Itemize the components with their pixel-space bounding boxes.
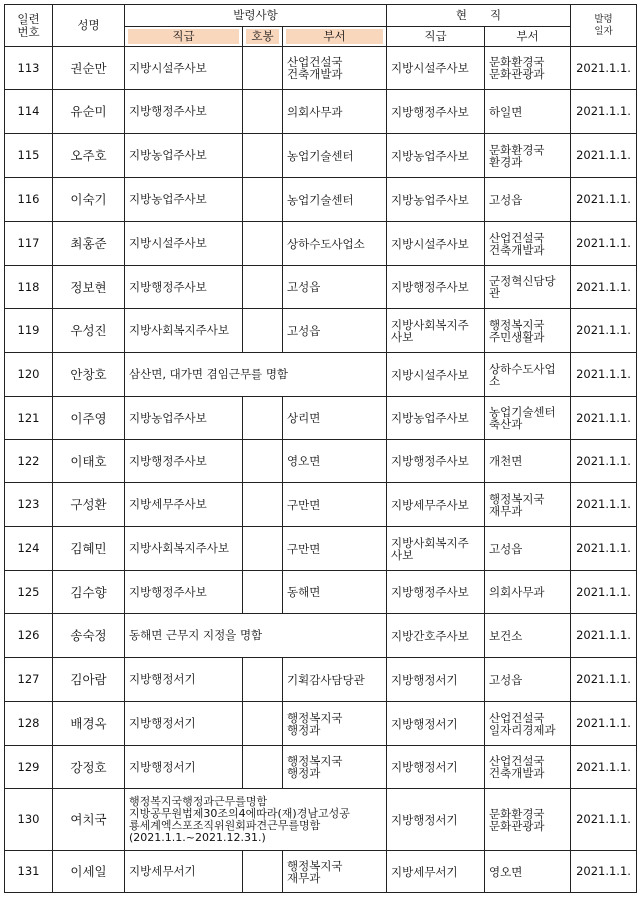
person-name: 오주호 — [53, 134, 125, 178]
table-row — [5, 789, 637, 851]
current-rank: 지방행정서기 — [387, 789, 485, 851]
appointment-rank: 지방행정서기 — [125, 658, 243, 702]
appointment-rank: 지방행정주사보 — [125, 90, 243, 134]
table-row — [5, 440, 637, 483]
appointment-date: 2021.1.1. — [571, 527, 637, 571]
current-rank: 지방농업주사보 — [387, 178, 485, 222]
appointment-date: 2021.1.1. — [571, 178, 637, 222]
appointment-rank: 지방세무주사보 — [125, 483, 243, 527]
appointment-date: 2021.1.1. — [571, 851, 637, 893]
header-cur-rank: 직급 — [387, 27, 485, 47]
serial-number: 130 — [5, 789, 53, 851]
appointment-dept: 기획감사담당관 — [283, 658, 387, 702]
person-name: 이주영 — [53, 397, 125, 440]
serial-number: 121 — [5, 397, 53, 440]
appointment-grade — [243, 178, 283, 222]
appointment-dept: 구만면 — [283, 527, 387, 571]
appointment-dept: 농업기술센터 — [283, 134, 387, 178]
appointment-grade — [243, 483, 283, 527]
appointment-table — [4, 4, 637, 893]
current-dept: 하일면 — [485, 90, 571, 134]
header-name: 성명 — [53, 5, 125, 47]
appointment-dept: 고성읍 — [283, 266, 387, 309]
appointment-date: 2021.1.1. — [571, 47, 637, 90]
person-name: 우성진 — [53, 309, 125, 353]
person-name: 정보현 — [53, 266, 125, 309]
appointment-note: 삼산면, 대가면 겸임근무를 명함 — [125, 353, 387, 397]
current-rank: 지방농업주사보 — [387, 134, 485, 178]
person-name: 권순만 — [53, 47, 125, 90]
appointment-grade — [243, 47, 283, 90]
person-name: 김혜민 — [53, 527, 125, 571]
appointment-grade — [243, 266, 283, 309]
person-name: 김아람 — [53, 658, 125, 702]
current-dept: 고성읍 — [485, 658, 571, 702]
current-dept: 보건소 — [485, 614, 571, 658]
appointment-rank: 지방행정주사보 — [125, 266, 243, 309]
current-rank: 지방행정서기 — [387, 746, 485, 789]
table-row — [5, 658, 637, 702]
current-rank: 지방행정서기 — [387, 702, 485, 746]
current-rank: 지방행정서기 — [387, 658, 485, 702]
appointment-dept: 산업건설국 건축개발과 — [283, 47, 387, 90]
serial-number: 129 — [5, 746, 53, 789]
table-row — [5, 397, 637, 440]
appointment-rank: 지방행정주사보 — [125, 440, 243, 483]
current-rank: 지방행정주사보 — [387, 266, 485, 309]
appointment-grade — [243, 397, 283, 440]
appointment-rank: 지방농업주사보 — [125, 178, 243, 222]
current-rank: 지방사회복지주 사보 — [387, 309, 485, 353]
appointment-date: 2021.1.1. — [571, 266, 637, 309]
appointment-date: 2021.1.1. — [571, 658, 637, 702]
appointment-dept: 동해면 — [283, 571, 387, 614]
table-row — [5, 134, 637, 178]
table-row — [5, 353, 637, 397]
appointment-rank: 지방행정서기 — [125, 746, 243, 789]
appointment-grade — [243, 134, 283, 178]
appointment-dept: 행정복지국 행정과 — [283, 746, 387, 789]
current-dept: 산업건설국 건축개발과 — [485, 222, 571, 266]
current-rank: 지방시설주사보 — [387, 222, 485, 266]
header-sub-grade: 호봉 — [243, 27, 283, 47]
current-dept: 산업건설국 일자리경제과 — [485, 702, 571, 746]
appointment-grade — [243, 851, 283, 893]
serial-number: 113 — [5, 47, 53, 90]
header-serial: 일련 번호 — [5, 5, 53, 47]
current-dept: 행정복지국 재무과 — [485, 483, 571, 527]
appointment-date: 2021.1.1. — [571, 353, 637, 397]
person-name: 구성환 — [53, 483, 125, 527]
serial-number: 127 — [5, 658, 53, 702]
appointment-rank: 지방농업주사보 — [125, 397, 243, 440]
serial-number: 126 — [5, 614, 53, 658]
appointment-date: 2021.1.1. — [571, 571, 637, 614]
appointment-rank: 지방세무서기 — [125, 851, 243, 893]
appointment-dept: 의회사무과 — [283, 90, 387, 134]
appointment-date: 2021.1.1. — [571, 90, 637, 134]
header-date: 발령 일자 — [571, 5, 637, 47]
current-rank: 지방행정주사보 — [387, 440, 485, 483]
appointment-rank: 지방농업주사보 — [125, 134, 243, 178]
table-row — [5, 614, 637, 658]
serial-number: 114 — [5, 90, 53, 134]
header-current: 현 직 — [387, 5, 571, 27]
appointment-rank: 지방시설주사보 — [125, 222, 243, 266]
appointment-date: 2021.1.1. — [571, 702, 637, 746]
table-row — [5, 851, 637, 893]
table-row — [5, 90, 637, 134]
serial-number: 128 — [5, 702, 53, 746]
serial-number: 119 — [5, 309, 53, 353]
person-name: 송숙정 — [53, 614, 125, 658]
current-dept: 문화환경국 문화관광과 — [485, 47, 571, 90]
serial-number: 123 — [5, 483, 53, 527]
table-row — [5, 527, 637, 571]
person-name: 이세일 — [53, 851, 125, 893]
appointment-date: 2021.1.1. — [571, 789, 637, 851]
appointment-dept: 상리면 — [283, 397, 387, 440]
serial-number: 115 — [5, 134, 53, 178]
appointment-date: 2021.1.1. — [571, 222, 637, 266]
table-row — [5, 746, 637, 789]
table-row — [5, 47, 637, 90]
serial-number: 120 — [5, 353, 53, 397]
appointment-dept: 영오면 — [283, 440, 387, 483]
table-row — [5, 266, 637, 309]
appointment-note: 행정복지국행정과근무를명함 지방공무원법제30조의4에따라(재)경남고성공 룡세계엑스포조직위원회파견근무를명함 (2021.1.1.~2021.12.31.) — [125, 789, 387, 851]
appointment-date: 2021.1.1. — [571, 397, 637, 440]
appointment-rank: 지방행정주사보 — [125, 571, 243, 614]
header-cur-dept: 부서 — [485, 27, 571, 47]
appointment-grade — [243, 658, 283, 702]
appointment-rank: 지방사회복지주사보 — [125, 309, 243, 353]
current-dept: 고성읍 — [485, 527, 571, 571]
current-rank: 지방세무서기 — [387, 851, 485, 893]
appointment-grade — [243, 222, 283, 266]
serial-number: 116 — [5, 178, 53, 222]
current-rank: 지방농업주사보 — [387, 397, 485, 440]
person-name: 강정호 — [53, 746, 125, 789]
table-row — [5, 222, 637, 266]
appointment-dept: 행정복지국 행정과 — [283, 702, 387, 746]
header-sub-dept: 부서 — [283, 27, 387, 47]
current-dept: 문화환경국 환경과 — [485, 134, 571, 178]
person-name: 이태호 — [53, 440, 125, 483]
current-rank: 지방시설주사보 — [387, 353, 485, 397]
appointment-dept: 고성읍 — [283, 309, 387, 353]
current-rank: 지방행정주사보 — [387, 571, 485, 614]
current-dept: 산업건설국 건축개발과 — [485, 746, 571, 789]
current-rank: 지방간호주사보 — [387, 614, 485, 658]
table-row — [5, 178, 637, 222]
table-row — [5, 702, 637, 746]
person-name: 여치국 — [53, 789, 125, 851]
current-dept: 영오면 — [485, 851, 571, 893]
table-row — [5, 309, 637, 353]
appointment-grade — [243, 527, 283, 571]
serial-number: 117 — [5, 222, 53, 266]
current-dept: 농업기술센터 축산과 — [485, 397, 571, 440]
current-rank: 지방시설주사보 — [387, 47, 485, 90]
appointment-note: 동해면 근무지 지정을 명함 — [125, 614, 387, 658]
current-dept: 고성읍 — [485, 178, 571, 222]
person-name: 김수향 — [53, 571, 125, 614]
table-row — [5, 483, 637, 527]
appointment-grade — [243, 746, 283, 789]
serial-number: 124 — [5, 527, 53, 571]
header-appointment: 발령사항 — [125, 5, 387, 27]
appointment-dept: 구만면 — [283, 483, 387, 527]
appointment-date: 2021.1.1. — [571, 614, 637, 658]
current-dept: 군정혁신담당 관 — [485, 266, 571, 309]
appointment-grade — [243, 571, 283, 614]
person-name: 최홍준 — [53, 222, 125, 266]
person-name: 안창호 — [53, 353, 125, 397]
appointment-rank: 지방시설주사보 — [125, 47, 243, 90]
appointment-date: 2021.1.1. — [571, 746, 637, 789]
person-name: 이숙기 — [53, 178, 125, 222]
current-dept: 행정복지국 주민생활과 — [485, 309, 571, 353]
serial-number: 125 — [5, 571, 53, 614]
serial-number: 118 — [5, 266, 53, 309]
current-dept: 의회사무과 — [485, 571, 571, 614]
current-dept: 문화환경국 문화관광과 — [485, 789, 571, 851]
appointment-date: 2021.1.1. — [571, 134, 637, 178]
appointment-date: 2021.1.1. — [571, 309, 637, 353]
appointment-dept: 농업기술센터 — [283, 178, 387, 222]
appointment-dept: 행정복지국 재무과 — [283, 851, 387, 893]
current-rank: 지방세무주사보 — [387, 483, 485, 527]
appointment-dept: 상하수도사업소 — [283, 222, 387, 266]
appointment-date: 2021.1.1. — [571, 440, 637, 483]
current-rank: 지방사회복지주 사보 — [387, 527, 485, 571]
current-dept: 상하수도사업 소 — [485, 353, 571, 397]
serial-number: 131 — [5, 851, 53, 893]
appointment-rank: 지방행정서기 — [125, 702, 243, 746]
appointment-grade — [243, 702, 283, 746]
appointment-grade — [243, 440, 283, 483]
person-name: 배경옥 — [53, 702, 125, 746]
appointment-grade — [243, 309, 283, 353]
appointment-grade — [243, 90, 283, 134]
current-dept: 개천면 — [485, 440, 571, 483]
appointment-date: 2021.1.1. — [571, 483, 637, 527]
header-sub-rank: 직급 — [125, 27, 243, 47]
serial-number: 122 — [5, 440, 53, 483]
appointment-rank: 지방사회복지주사보 — [125, 527, 243, 571]
current-rank: 지방행정주사보 — [387, 90, 485, 134]
table-row — [5, 571, 637, 614]
person-name: 유순미 — [53, 90, 125, 134]
